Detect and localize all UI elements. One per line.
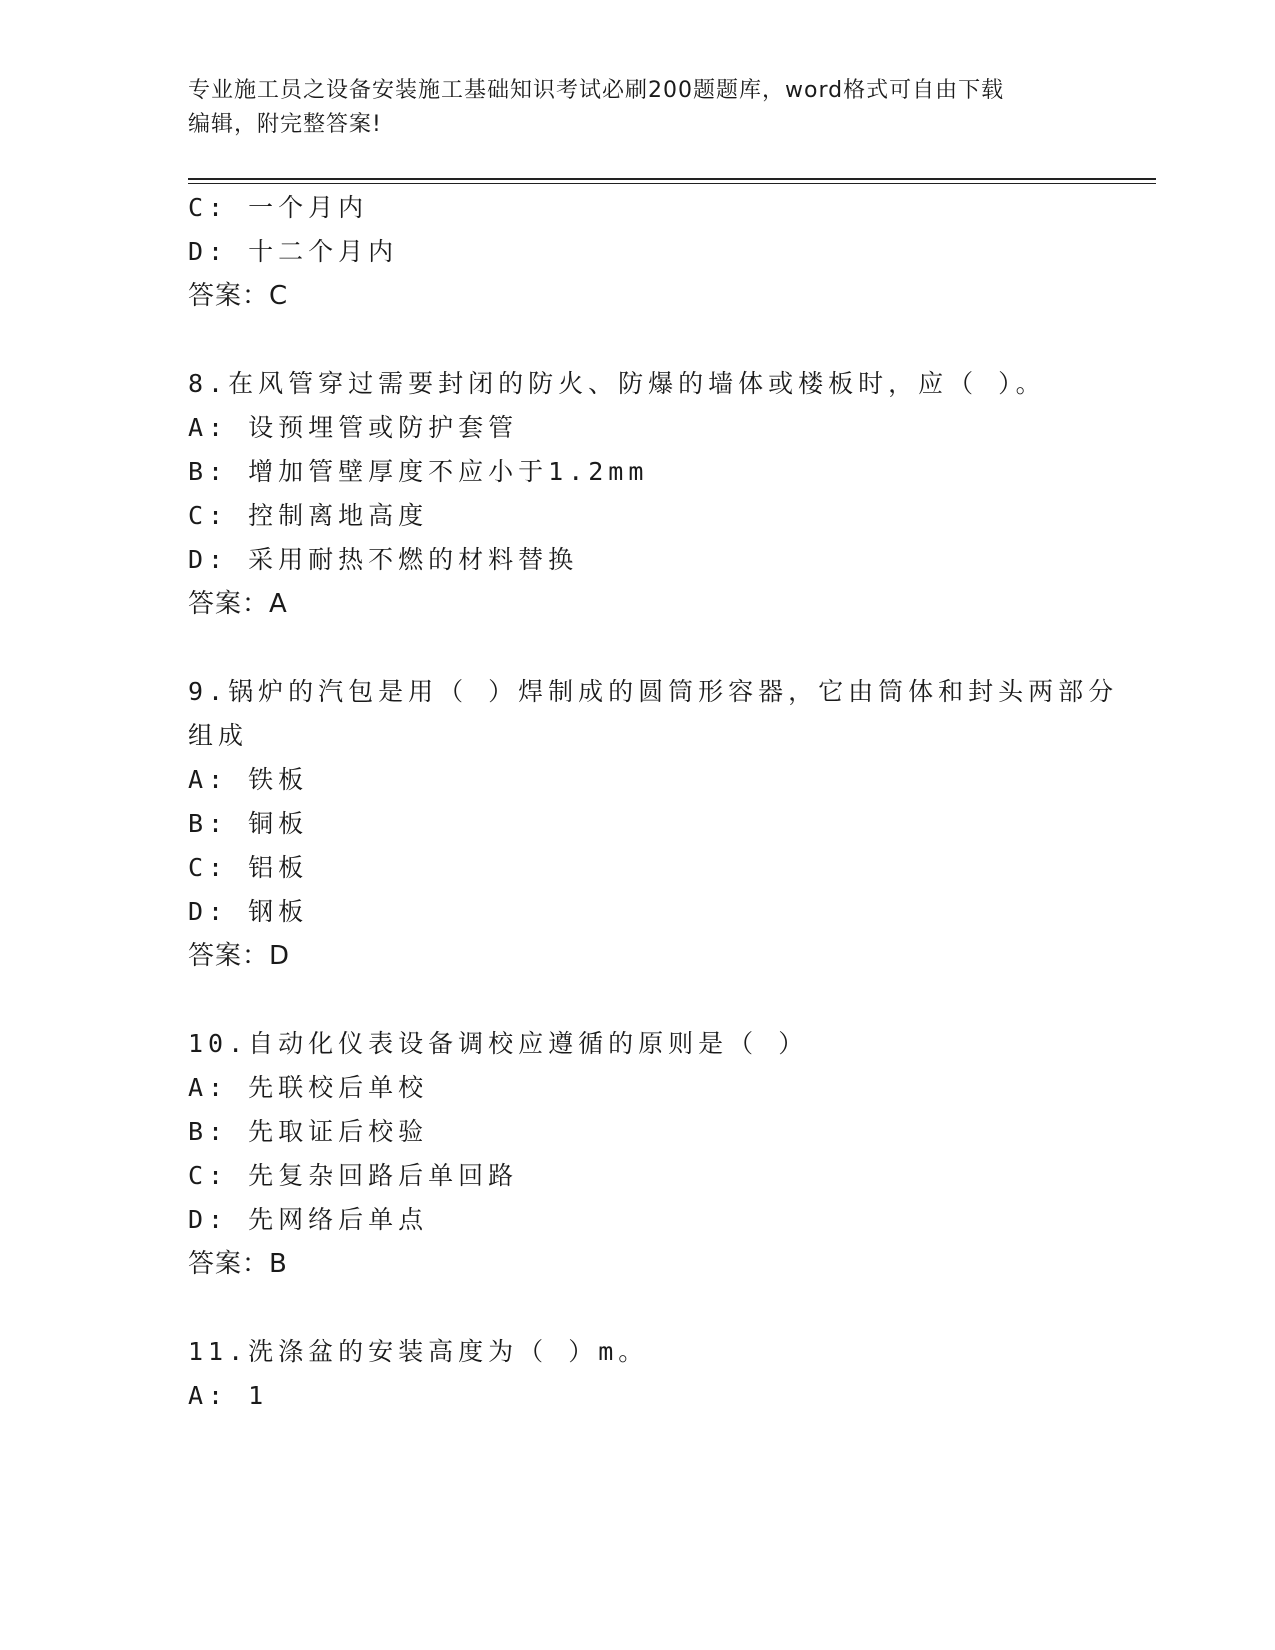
q8-answer: 答案：A xyxy=(188,589,288,619)
q9-question-line-2: 组成 xyxy=(188,721,249,750)
q9-answer: 答案：D xyxy=(188,941,291,971)
q9-option-b: B: 铜板 xyxy=(188,809,309,838)
q7-option-d: D: 十二个月内 xyxy=(188,237,399,266)
document-header xyxy=(188,74,1088,142)
header-divider-thin xyxy=(188,183,1156,184)
q11-question: 11.洗涤盆的安装高度为（ ）m。 xyxy=(188,1337,649,1366)
q7-answer: 答案：C xyxy=(188,281,289,311)
q8-option-b: B: 增加管壁厚度不应小于1.2mm xyxy=(188,457,649,486)
q8-question: 8.在风管穿过需要封闭的防火、防爆的墙体或楼板时，应（ ）。 xyxy=(188,369,1046,398)
q9-option-d: D: 钢板 xyxy=(188,897,309,926)
q10-answer: 答案：B xyxy=(188,1249,288,1279)
q8-option-d: D: 采用耐热不燃的材料替换 xyxy=(188,545,579,574)
q10-option-b: B: 先取证后校验 xyxy=(188,1117,429,1146)
q10-option-c: C: 先复杂回路后单回路 xyxy=(188,1161,519,1190)
q7-option-c: C: 一个月内 xyxy=(188,193,369,222)
header-title-line-2: 编辑，附完整答案! xyxy=(188,112,382,137)
q8-option-a: A: 设预埋管或防护套管 xyxy=(188,413,519,442)
q10-option-a: A: 先联校后单校 xyxy=(188,1073,429,1102)
q10-option-d: D: 先网络后单点 xyxy=(188,1205,429,1234)
q9-question-line-1: 9.锅炉的汽包是用（ ）焊制成的圆筒形容器，它由筒体和封头两部分 xyxy=(188,677,1119,706)
q11-option-a: A: 1 xyxy=(188,1381,269,1410)
q8-option-c: C: 控制离地高度 xyxy=(188,501,429,530)
q10-question: 10.自动化仪表设备调校应遵循的原则是（ ） xyxy=(188,1029,809,1058)
q9-option-c: C: 铝板 xyxy=(188,853,309,882)
header-title-line-1: 专业施工员之设备安装施工基础知识考试必刷200题题库，word格式可自由下载 xyxy=(188,78,1005,103)
header-divider-thick xyxy=(188,178,1156,180)
q9-option-a: A: 铁板 xyxy=(188,765,309,794)
